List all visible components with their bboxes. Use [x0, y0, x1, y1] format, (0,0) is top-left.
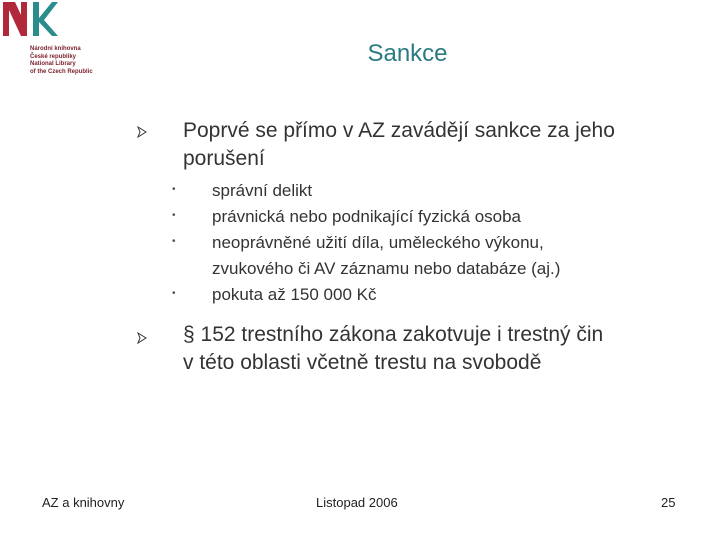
logo-line-4: of the Czech Republic [30, 68, 93, 75]
subitem-2: právnická nebo podnikající fyzická osoba [212, 207, 522, 226]
logo-line-1: Národní knihovna [30, 46, 81, 52]
nk-logo-mark [0, 0, 60, 40]
point-2-line-2: v této oblasti včetně trestu na svobodě [183, 351, 542, 374]
logo-line-3: National Library [30, 61, 76, 67]
subitem-4: pokuta až 150 000 Kč [212, 285, 377, 304]
subitem-1: správní delikt [212, 181, 313, 200]
bullet-dot-icon: • [172, 210, 176, 221]
bullet-dot-icon: • [172, 288, 176, 299]
bullet-dot-icon: • [172, 236, 176, 247]
nk-logo-text [30, 46, 110, 76]
bullet-dot-icon: • [172, 184, 176, 195]
footer-date: Listopad 2006 [316, 495, 398, 510]
point-1-line-1: Poprvé se přímo v AZ zavádějí sankce za jeho [183, 119, 615, 142]
arrow-bullet-icon [137, 332, 147, 344]
point-2-line-1: § 152 trestního zákona zakotvuje i trestný čin [183, 323, 604, 346]
slide-number: 25 [661, 495, 676, 510]
arrow-bullet-icon [137, 126, 147, 138]
nk-logo [0, 0, 110, 85]
subitem-3-line-1: neoprávněné užití díla, uměleckého výkonu, [212, 233, 544, 252]
footer-left: AZ a knihovny [42, 495, 125, 510]
logo-line-2: České republiky [30, 53, 77, 60]
slide-title: Sankce [367, 40, 448, 67]
subitem-3-line-2: zvukového či AV záznamu nebo databáze (aj.) [212, 259, 561, 278]
point-1-line-2: porušení [183, 147, 265, 170]
